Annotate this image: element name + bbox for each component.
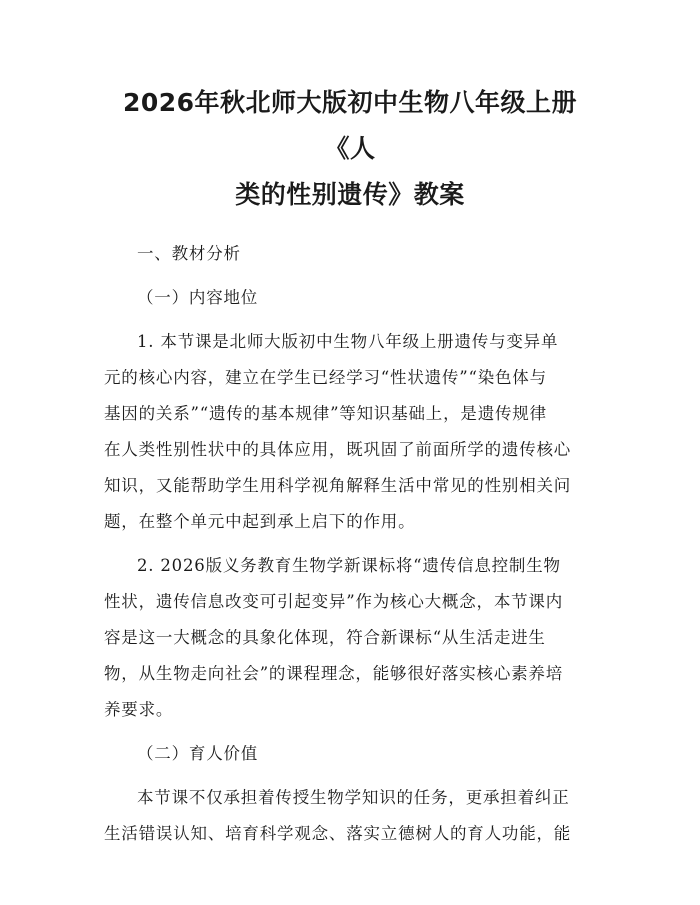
section-heading-1: 一、教材分析 [137,244,241,263]
subsection-heading-content-position: （一）内容地位 [137,288,259,307]
paragraph-1-line: 知识，又能帮助学生用科学视角解释生活中常见的性别相关问 [104,476,572,495]
paragraph-2-line: 物，从生物走向社会”的课程理念，能够很好落实核心素养培 [104,664,564,683]
paragraph-3 [104,780,596,852]
paragraph-2-line: 2. 2026版义务教育生物学新课标将“遗传信息控制生物 [137,556,561,575]
paragraph-3-line: 本节课不仅承担着传授生物学知识的任务，更承担着纠正 [137,788,570,807]
subsection-heading-educational-value: （二）育人价值 [137,744,259,763]
paragraph-1-line: 元的核心内容，建立在学生已经学习“性状遗传”“染色体与 [104,368,547,387]
paragraph-2-line: 性状，遗传信息改变可引起变异”作为核心大概念，本节课内 [104,592,564,611]
paragraph-1-line: 题，在整个单元中起到承上启下的作用。 [104,512,416,531]
paragraph-2 [104,548,596,728]
paragraph-1-line: 在人类性别性状中的具体应用，既巩固了前面所学的遗传核心 [104,440,572,459]
paragraph-1-line: 基因的关系”“遗传的基本规律”等知识基础上，是遗传规律 [104,404,547,423]
paragraph-1-line: 1. 本节课是北师大版初中生物八年级上册遗传与变异单 [137,332,559,351]
title-line-2: 类的性别遗传》教案 [235,180,465,209]
document-title [104,0,596,218]
paragraph-1 [104,324,596,540]
paragraph-3-line: 生活错误认知、培育科学观念、落实立德树人的育人功能，能 [104,824,572,843]
paragraph-2-line: 容是这一大概念的具象化体现，符合新课标“从生活走进生 [104,628,546,647]
title-line-1: 2026年秋北师大版初中生物八年级上册《人 [122,88,578,163]
paragraph-2-line: 养要求。 [104,700,174,719]
